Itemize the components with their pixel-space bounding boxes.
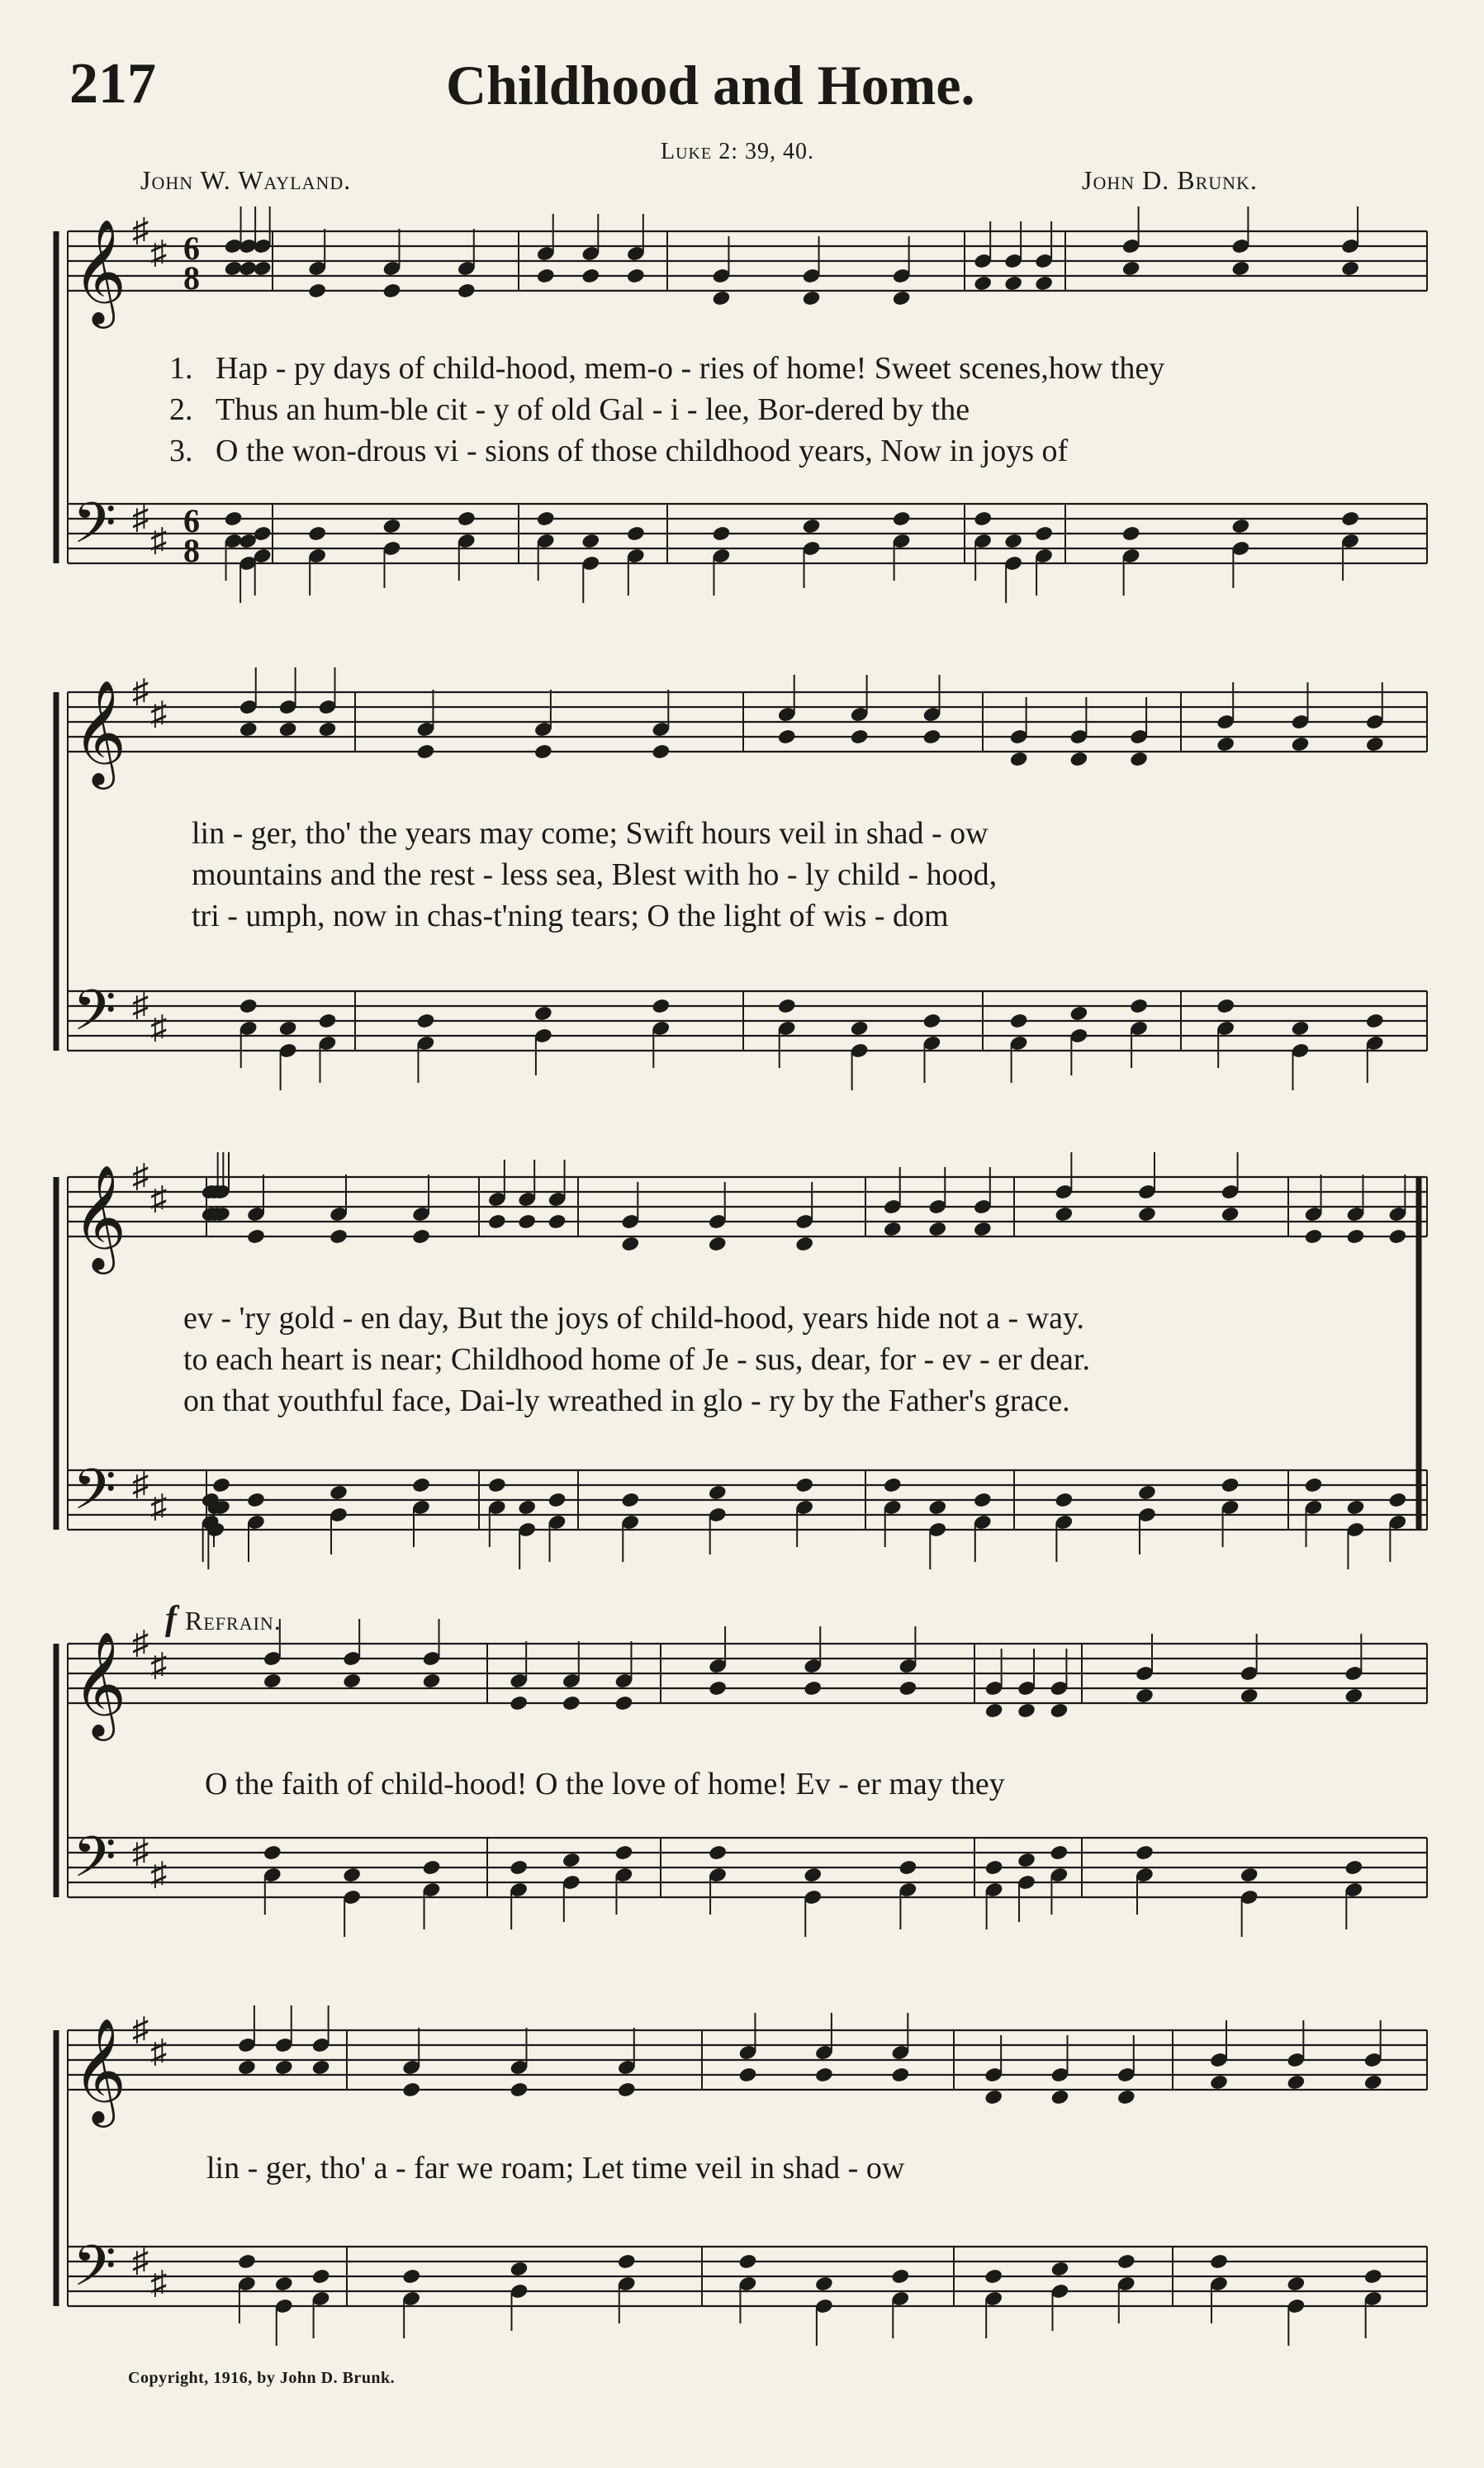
verse-number: 3.: [169, 434, 193, 468]
note-head: [274, 2059, 294, 2076]
sharp-icon: ♯: [150, 1488, 167, 1525]
sharp-icon: ♯: [132, 1624, 149, 1661]
lyric-line: O the won-drous vi - sions of those childhood years, Now in joys of: [216, 434, 1069, 468]
forte-dynamic: f: [165, 1600, 177, 1638]
note-head: [737, 2067, 757, 2084]
sharp-icon: ♯: [132, 986, 149, 1023]
treble-clef-icon: 𝄞: [73, 679, 127, 785]
sharp-icon: ♯: [132, 1465, 149, 1502]
note-head: [1363, 2268, 1383, 2285]
treble-clef-icon: 𝄞: [73, 2017, 127, 2123]
note-head: [1286, 2276, 1306, 2293]
lyric-line: lin - ger, tho' a - far we roam; Let time veil in shad - ow: [206, 2151, 905, 2186]
note-head: [1117, 2089, 1136, 2106]
note-head: [510, 2261, 529, 2278]
sharp-icon: ♯: [132, 672, 149, 710]
composer-credit: John D. Brunk.: [1082, 165, 1258, 195]
verse-number: 1.: [169, 351, 193, 386]
note-head: [737, 2253, 757, 2271]
refrain-label: Refrain.: [185, 1606, 282, 1635]
lyric-line: on that youthful face, Dai-ly wreathed in glo - ry by the Father's grace.: [183, 1384, 1070, 1418]
sharp-icon: ♯: [132, 2242, 149, 2279]
sharp-icon: ♯: [150, 1179, 167, 1217]
note-head: [1209, 2074, 1229, 2091]
system-5-verse-1: [206, 2150, 904, 2186]
sharp-icon: ♯: [150, 2264, 167, 2301]
note-head: [890, 2268, 910, 2285]
sharp-icon: ♯: [132, 499, 149, 536]
note-head: [890, 2067, 910, 2084]
bass-clef-icon: 𝄢: [73, 2234, 116, 2313]
note-head: [1117, 2253, 1136, 2271]
note-head: [984, 2089, 1003, 2106]
time-sig-treble-top: 6: [183, 230, 200, 267]
note-head: [401, 2268, 421, 2285]
time-sig-bass-bottom: 8: [183, 532, 200, 569]
note-head: [1286, 2074, 1306, 2091]
note-head: [814, 2276, 834, 2293]
treble-clef-icon: 𝄞: [73, 1164, 127, 1270]
note-head: [984, 2268, 1003, 2285]
sharp-icon: ♯: [150, 234, 167, 271]
lyric-line: O the faith of child-hood! O the love of home! Ev - er may they: [205, 1767, 1005, 1801]
scripture-reference: Luke 2: 39, 40.: [661, 139, 814, 164]
bass-clef-icon: 𝄢: [73, 1825, 116, 1904]
note-head: [237, 2059, 257, 2076]
sharp-icon: ♯: [150, 1009, 167, 1046]
copyright-notice: Copyright, 1916, by John D. Brunk.: [128, 2369, 396, 2387]
sharp-icon: ♯: [150, 521, 167, 558]
author-credit: John W. Wayland.: [140, 165, 352, 195]
sharp-icon: ♯: [132, 211, 149, 249]
note-head: [401, 2081, 421, 2099]
sharp-icon: ♯: [150, 2033, 167, 2070]
sharp-icon: ♯: [150, 1855, 167, 1892]
sharp-icon: ♯: [132, 1833, 149, 1870]
lyric-line: ev - 'ry gold - en day, But the joys of child-hood, years hide not a - way.: [183, 1301, 1084, 1336]
note-head: [237, 2253, 257, 2271]
note-head: [1209, 2253, 1229, 2271]
bass-clef-icon: 𝄢: [73, 491, 116, 570]
sharp-icon: ♯: [150, 1646, 167, 1683]
lyric-line: Hap - py days of child-hood, mem-o - ries of home! Sweet scenes,how they: [216, 351, 1165, 386]
bass-clef-icon: 𝄢: [73, 1458, 116, 1536]
note-head: [1050, 2089, 1070, 2106]
sharp-icon: ♯: [132, 2010, 149, 2048]
time-sig-treble-bottom: 8: [183, 259, 200, 297]
note-head: [311, 2268, 331, 2285]
lyric-line: to each heart is near; Childhood home of Je - sus, dear, for - ev - er dear.: [183, 1342, 1090, 1377]
treble-clef-icon: 𝄞: [73, 1630, 127, 1736]
lyric-line: Thus an hum-ble cit - y of old Gal - i - lee, Bor-dered by the: [216, 392, 970, 427]
time-sig-bass-top: 6: [183, 502, 200, 539]
sharp-icon: ♯: [132, 1157, 149, 1194]
bass-clef-icon: 𝄢: [73, 979, 116, 1057]
verse-number: 2.: [169, 392, 193, 427]
note-head: [814, 2067, 834, 2084]
sharp-icon: ♯: [150, 695, 167, 732]
lyric-line: mountains and the rest - less sea, Blest with ho - ly child - hood,: [192, 857, 998, 892]
treble-clef-icon: 𝄞: [73, 218, 127, 324]
hymn-title: Childhood and Home.: [446, 54, 975, 116]
note-head: [1050, 2261, 1070, 2278]
note-head: [617, 2253, 637, 2271]
note-head: [1363, 2074, 1383, 2091]
hymn-number: 217: [69, 52, 156, 116]
note-head: [274, 2276, 294, 2293]
note-head: [510, 2081, 529, 2099]
lyric-line: tri - umph, now in chas-t'ning tears; O the light of wis - dom: [192, 899, 949, 933]
note-head: [311, 2059, 331, 2076]
lyric-line: lin - ger, tho' the years may come; Swift hours veil in shad - ow: [192, 816, 989, 851]
note-head: [617, 2081, 637, 2099]
